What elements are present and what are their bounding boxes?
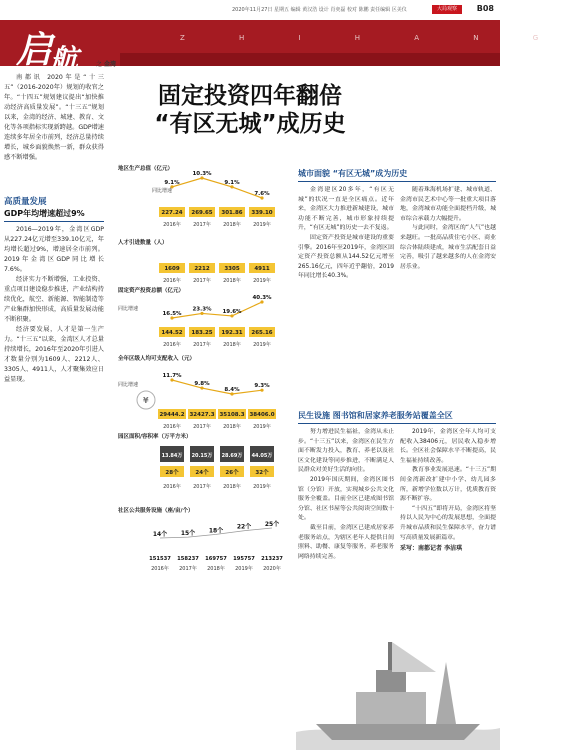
talent-value: 4911	[254, 266, 270, 272]
right-col1-para-b: 固定资产投资是城市建设的重要引擎。2016年至2019年，金湾区固定资产投资总额从144.52亿元增至265.16亿元，四年近乎翻倍，2019年同比增长40.3%。	[298, 234, 394, 280]
revenue-value: 35108.3	[219, 412, 245, 418]
growth-rate-label: 9.1%	[224, 179, 240, 186]
revenue-value: 32427.3	[189, 412, 215, 418]
growth-rate-label: 23.3%	[192, 306, 212, 313]
gdp-growth-line	[172, 178, 262, 198]
section-subtitle: GDP年均增速超过9%	[4, 209, 85, 218]
revenue-label: 全年区级人均可支配收入（元）	[118, 356, 196, 362]
left-column	[4, 73, 104, 385]
year-label: 2017年	[193, 424, 211, 430]
right-section-1-title: 城市面貌 “有区无城”成为历史	[298, 169, 408, 178]
year-label: 2016年	[163, 342, 181, 348]
talent-value: 2212	[194, 266, 210, 272]
year-label: 2017年	[193, 222, 211, 228]
section-title: 高质量发展	[4, 197, 47, 207]
housing-area-value: 20.15万	[191, 453, 213, 459]
yuan-coin-icon-glyph: ¥	[143, 396, 149, 405]
year-label: 2018年	[223, 424, 241, 430]
year-label: 2018年	[223, 342, 241, 348]
year-label: 2016年	[163, 222, 181, 228]
right-col1-para-a: 金湾建区20多年，“有区无城”的状况一直是全区痛点。近年来，金湾区大力推进新城建设，城市功能不断完善，城市形象持续提升，“有区无城”的历史一去不复返。	[298, 187, 394, 232]
masthead-meta: 2020年11月27日 星期五 编辑 黄汉浩 设计 肖奕磊 校对 陈鹏 责任编辑 区美仪	[232, 7, 407, 13]
banner-letters: Z H I H A N G	[180, 34, 564, 42]
headline-line-1: 固定投资四年翻倍	[158, 83, 342, 109]
revenue-growth-label: 同比增速	[118, 382, 139, 388]
right-col3-para-b: 2019年国庆期间，金湾区图书馆（分馆）开放，实现城乡公共文化服务全覆盖。目前全区已建成图书馆分馆、社区书屋等公共阅读空间数十处。	[298, 476, 394, 522]
talent-label: 人才引进数量（人）	[118, 240, 168, 246]
right-col4-para-a: 2019年，金湾区全年人均可支配收入38406元，居民收入稳步增长。全区社会保障水平不断提高，民生福祉持续改善。	[400, 429, 496, 464]
year-label: 2017年	[193, 278, 211, 284]
year-label: 2018年	[223, 278, 241, 284]
social-value: 213237	[261, 556, 283, 562]
body-paragraph-3: 经济要发展，人才是第一生产力。“十三五”以来，金湾区人才总量持续增长，2016年至2020年引进人才数量分别为1609人、2212人、3305人、4911人，人才聚集效应日益显现。	[4, 326, 104, 383]
housing-area-value: 13.84万	[161, 453, 183, 459]
growth-rate-label: 11.7%	[162, 373, 182, 379]
year-label: 2019年	[253, 484, 271, 490]
gdp-growth-label: 同比增速	[152, 188, 173, 194]
housing-count-value: 24个	[195, 470, 209, 476]
right-section-2-rule	[298, 423, 496, 424]
growth-rate-label: 9.3%	[254, 383, 270, 390]
ship-illustration-hull	[316, 724, 480, 740]
social-count-value: 22个	[236, 523, 252, 531]
right-section-1-rule	[298, 181, 496, 182]
fixed-growth-line	[172, 302, 262, 318]
gdp-label: 地区生产总值（亿元）	[118, 166, 174, 172]
brand-logo-char-1: 启	[16, 29, 53, 71]
right-section-2	[298, 410, 496, 562]
housing-area-value: 44.05万	[251, 453, 273, 459]
right-col2-para-b: 与此同时，金湾区的“人气”也越来越旺。一批高品质住宅小区、商业综合体陆续建成，城市生活配套日益完善，吸引了越来越多的人在金湾安居乐业。	[400, 225, 496, 270]
year-label: 2017年	[193, 342, 211, 348]
social-value: 158237	[177, 556, 199, 562]
brand-logo-char-2: 航	[50, 43, 79, 76]
gdp-value: 301.86	[221, 210, 243, 216]
right-section-2-title: 民生设施 图书馆和居家养老服务站覆盖全区	[298, 411, 453, 420]
year-label: 2018年	[223, 484, 241, 490]
growth-rate-label: 9.8%	[194, 381, 210, 388]
year-label: 2020年	[263, 566, 281, 572]
fixed-value: 144.52	[161, 330, 183, 336]
social-label: 社区公共服务设施（座/亩/个）	[118, 508, 194, 514]
ship-illustration-sail	[392, 642, 436, 672]
year-label: 2019年	[253, 278, 271, 284]
year-label: 2019年	[253, 222, 271, 228]
infographic-panel	[116, 162, 294, 712]
revenue-growth-line	[172, 380, 262, 394]
growth-rate-label: 7.6%	[254, 191, 270, 197]
right-col4-para-b: 教育事业发展迅速。“十三五”期间金湾新改扩建中小学、幼儿园多所，新增学位数以万计，优质教育资源不断扩容。	[400, 467, 496, 503]
housing-label: 园区面积/容积率（万平方米）	[118, 434, 192, 440]
talent-value: 1609	[164, 266, 180, 272]
revenue-value: 29444.2	[159, 412, 185, 418]
growth-rate-label: 19.6%	[222, 308, 242, 315]
column-tag	[96, 59, 116, 68]
year-label: 2016年	[163, 278, 181, 284]
fixed-value: 265.16	[251, 330, 273, 336]
right-section-1	[298, 168, 496, 282]
year-label: 2018年	[207, 566, 225, 572]
social-count-value: 18个	[208, 527, 224, 535]
page-number: B08	[476, 4, 494, 13]
growth-rate-label: 9.1%	[164, 179, 180, 186]
year-label: 2016年	[163, 484, 181, 490]
year-label: 2017年	[193, 484, 211, 490]
column-tag-place: 金湾	[103, 61, 116, 68]
body-paragraph-2: 经济实力不断增强，工业投资、重点项目建设稳步推进，产业结构持续优化，航空、新能源、智能制造等产业集群加快形成，高质量发展动能不断积聚。	[4, 276, 104, 323]
ship-illustration-tower	[436, 662, 456, 724]
gdp-value: 227.24	[161, 210, 183, 216]
growth-rate-label: 40.3%	[252, 295, 272, 301]
intro-paragraph: 南都讯 2020年是“十三五”（2016-2020年）规划的收官之年。“十四五”规划建议提出“加快推动经济高质量发展”。“十三五”规划以来，金湾的经济、城建、教育、文化等各项指标实现新跨越。GDP增速连续多年居全市前列，经济总量持续增长，城乡面貌焕然一新，群众获得感不断增强。	[4, 74, 104, 161]
gdp-value: 339.10	[251, 210, 273, 216]
housing-count-value: 26个	[225, 470, 239, 476]
headline	[120, 82, 380, 138]
fixed-value: 183.25	[191, 330, 213, 336]
housing-count-value: 32个	[255, 470, 269, 476]
fixed-investment-label: 固定资产投资总额（亿元）	[118, 288, 185, 294]
social-value: 195757	[233, 556, 255, 562]
column-tag-prefix: 之	[96, 61, 103, 68]
social-value: 151537	[149, 556, 171, 562]
page-badge: 大局观察	[432, 5, 462, 14]
year-label: 2019年	[253, 424, 271, 430]
gdp-value: 269.65	[191, 210, 213, 216]
year-label: 2019年	[235, 566, 253, 572]
ship-illustration-cabin	[356, 692, 426, 724]
author-credit: 采写：南都记者 李洁琪	[400, 545, 463, 553]
growth-rate-label: 10.3%	[192, 171, 212, 177]
headline-line-2: “有区无城”成历史	[154, 111, 346, 137]
fixed-growth-label: 同比增速	[118, 306, 139, 312]
ship-illustration-mast	[388, 642, 392, 670]
housing-count-value: 28个	[165, 470, 179, 476]
year-label: 2016年	[151, 566, 169, 572]
social-value: 169757	[205, 556, 227, 562]
social-count-value: 14个	[152, 531, 168, 538]
social-count-value: 15个	[180, 530, 196, 538]
right-col3-para-c: 截至目前，金湾区已建成居家养老服务站点，为辖区老年人提供日间照料、助餐、康复等服务，养老服务网络持续完善。	[298, 524, 394, 560]
section-rule	[4, 221, 104, 222]
year-label: 2019年	[253, 342, 271, 348]
social-count-value: 25个	[264, 521, 280, 528]
banner-stripe	[120, 53, 500, 66]
year-label: 2018年	[223, 222, 241, 228]
ship-illustration-bridge	[376, 670, 406, 692]
year-label: 2016年	[163, 424, 181, 430]
growth-rate-label: 8.4%	[224, 387, 240, 393]
growth-rate-label: 16.5%	[162, 311, 182, 317]
ship-illustration	[296, 612, 500, 750]
revenue-value: 38406.0	[249, 412, 275, 418]
right-col2-para-a: 随着珠海机场扩建、城市轨道、金湾市民艺术中心等一批重大项目落地，金湾城市功能全面提档升级，城市综合承载力大幅提升。	[400, 187, 496, 222]
talent-value: 3305	[224, 266, 240, 272]
right-col4-para-c: “十四五”即将开局，金湾区将坚持以人民为中心的发展思想，全面提升城市品质和民生保障水平，奋力谱写高质量发展新篇章。	[400, 505, 496, 541]
body-paragraph-1: 2016—2019年，金湾区GDP从227.24亿元增至339.10亿元，年均增长超过9%，增速居全市前列。2019年金湾区GDP同比增长7.6%。	[4, 226, 104, 273]
fixed-value: 192.31	[221, 330, 243, 336]
housing-area-value: 28.69万	[221, 453, 243, 459]
right-col3-para-a: 努力增进民生福祉，金湾从未止步。“十三五”以来，金湾区在民生方面不断发力投入，教育、养老以及社区文化建设等同步推进，不断满足人民群众对美好生活的向往。	[298, 429, 394, 474]
year-label: 2017年	[179, 566, 197, 572]
